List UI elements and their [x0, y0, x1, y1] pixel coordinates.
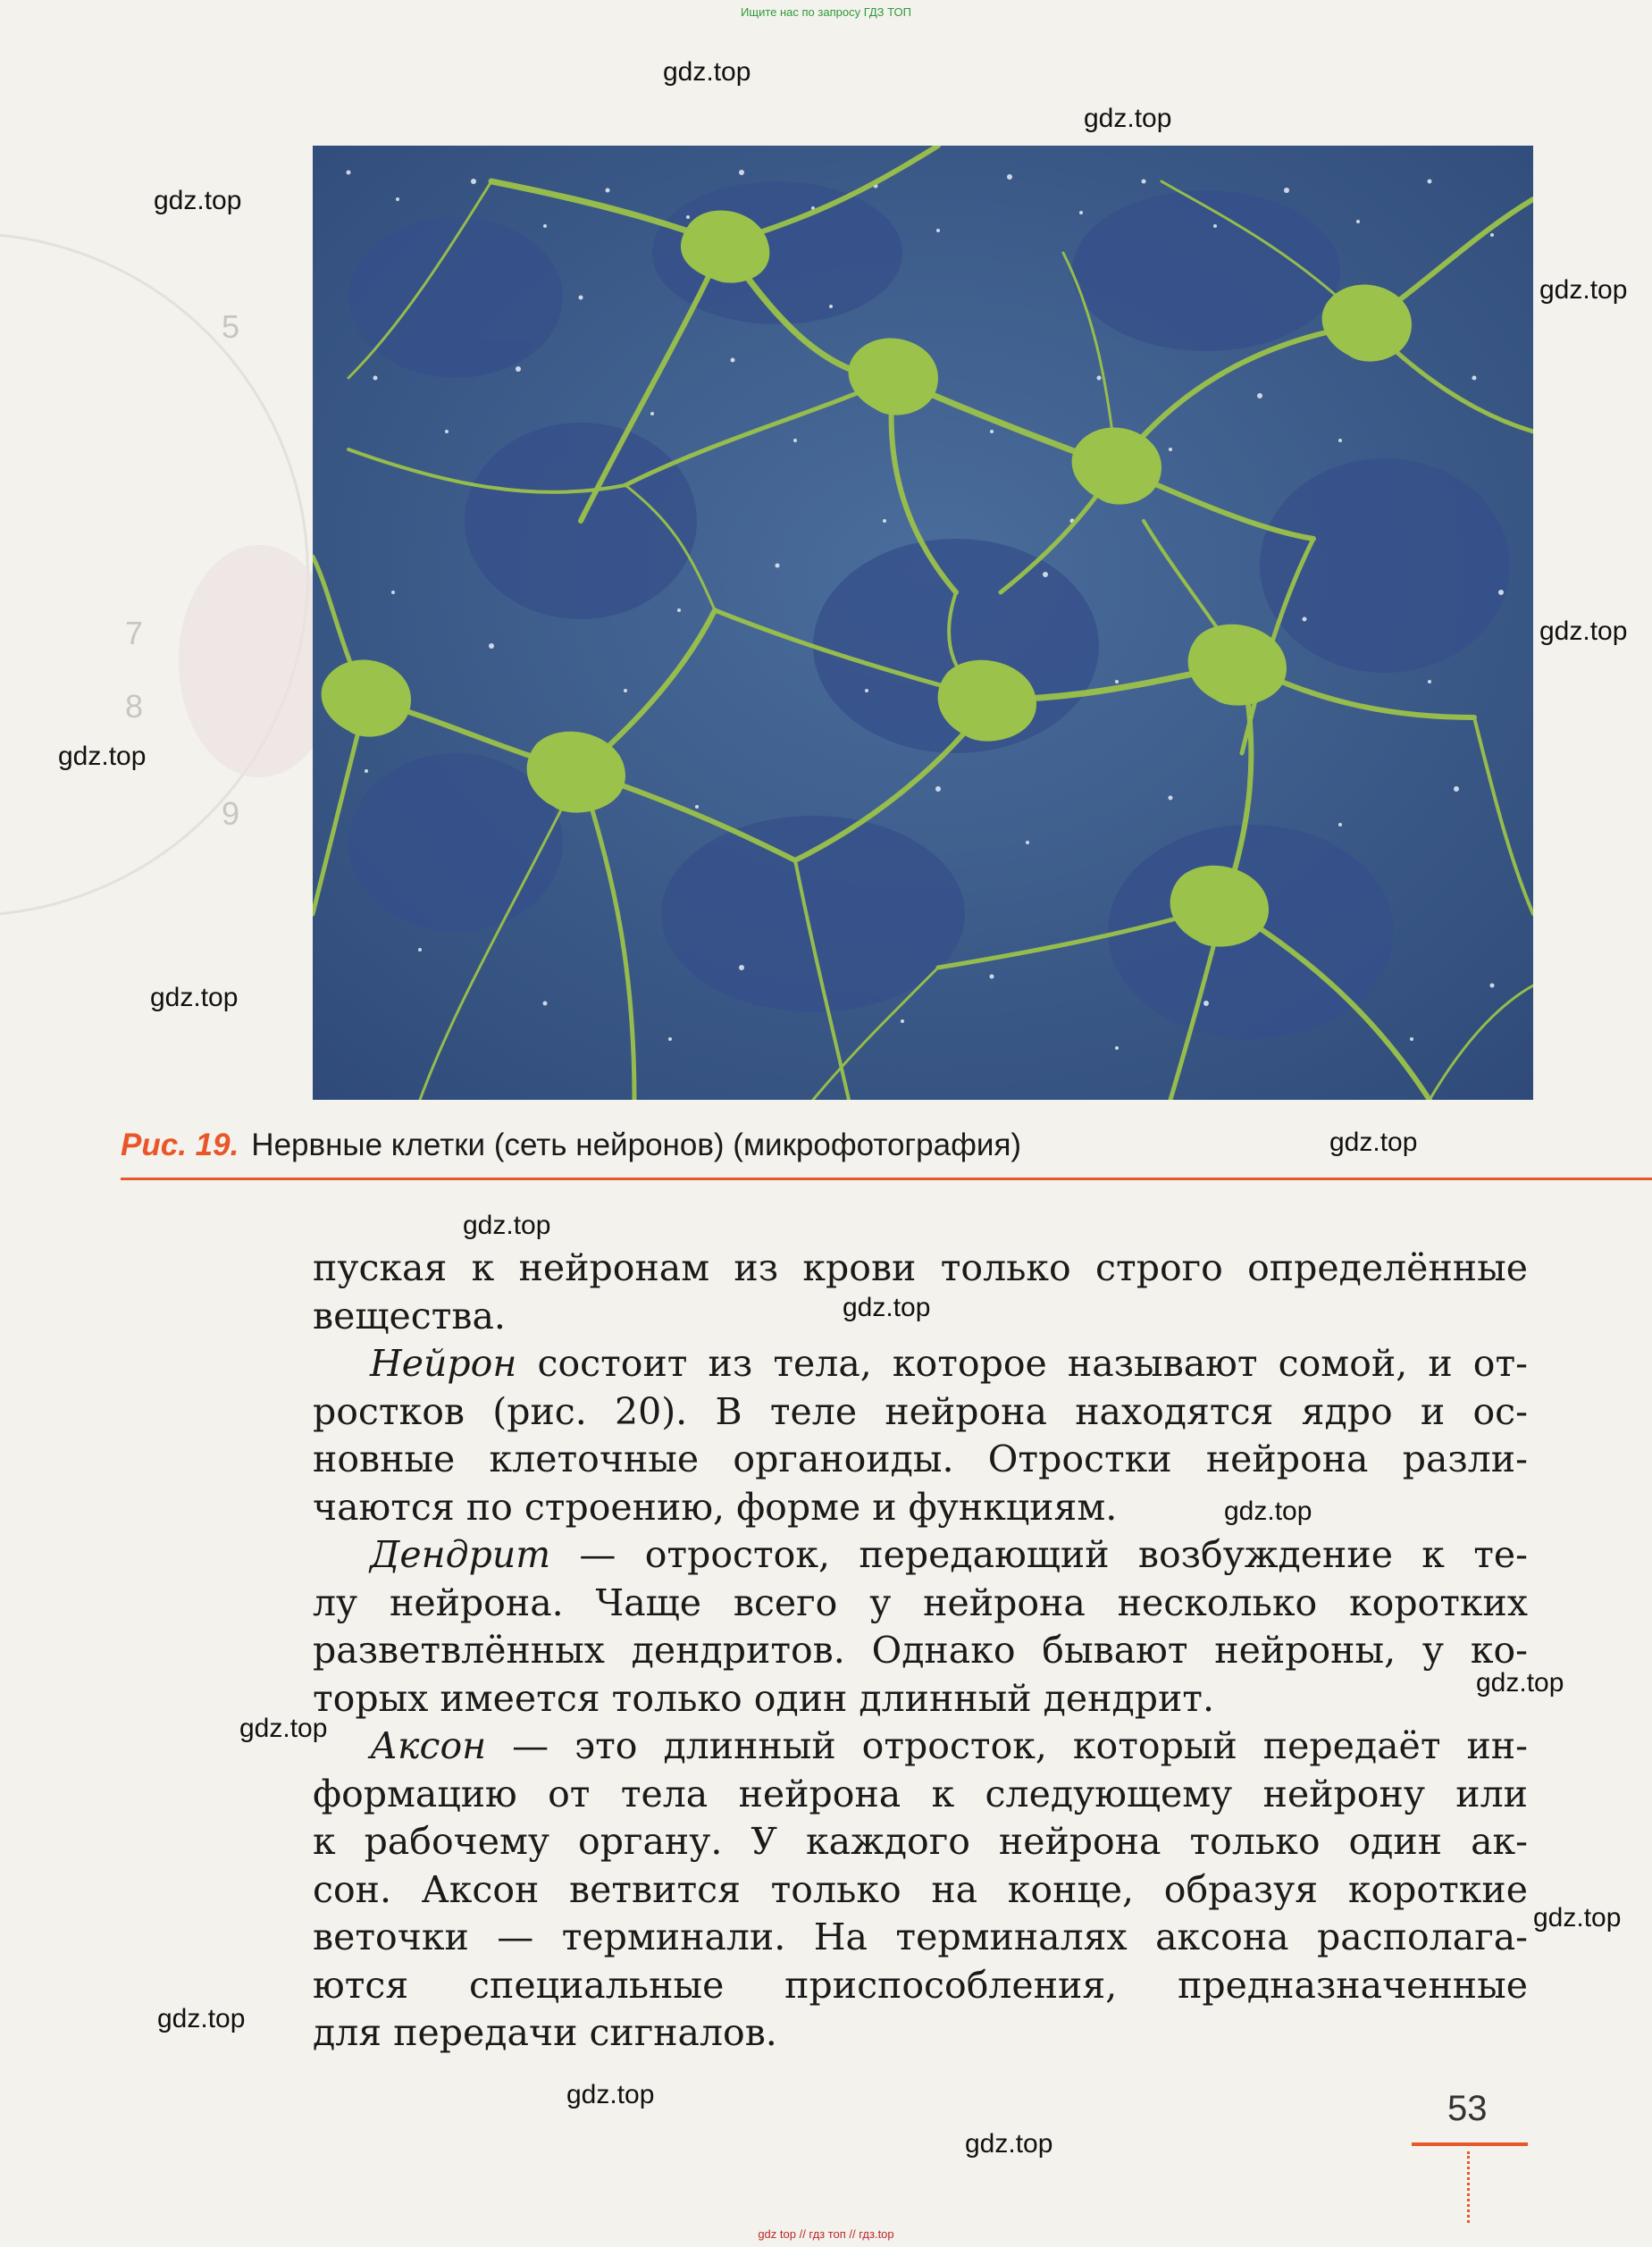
text-fragment: состоит из тела, которое называют сомой, и от- — [516, 1342, 1528, 1385]
text-line: вещества. — [313, 1294, 506, 1337]
page-number-rule — [1412, 2142, 1528, 2146]
neuron-micrograph — [313, 146, 1533, 1100]
watermark: gdz.top — [150, 983, 239, 1012]
background-number: 9 — [222, 795, 240, 832]
watermark: gdz.top — [1539, 275, 1628, 305]
watermark: gdz.top — [1476, 1668, 1564, 1698]
text-line: лу нейрона. Чаще всего у нейрона несколько коротких — [313, 1580, 1528, 1624]
watermark: gdz.top — [1539, 616, 1628, 646]
watermark: gdz.top — [663, 57, 751, 87]
watermark: gdz.top — [566, 2080, 655, 2109]
text-line: торых имеется только один длинный дендрит. — [313, 1676, 1215, 1720]
text-line: ростков (рис. 20). В теле нейрона находятся ядро и ос- — [313, 1389, 1528, 1433]
text-line: формацию от тела нейрона к следующему нейрону или — [313, 1772, 1528, 1815]
page-dotted-line — [1467, 2151, 1470, 2223]
figure-caption-text: Нервные клетки (сеть нейронов) (микрофотография) — [251, 1128, 1022, 1162]
figure-caption — [121, 1128, 1021, 1163]
watermark: gdz.top — [58, 742, 147, 771]
text-line: ются специальные приспособления, предназначенные — [313, 1963, 1528, 2007]
text-fragment: — это длинный отросток, который передаёт ин- — [486, 1724, 1528, 1767]
watermark: gdz.top — [843, 1293, 931, 1322]
watermark: gdz.top — [463, 1211, 551, 1240]
watermark: gdz.top — [1533, 1903, 1622, 1933]
watermark: gdz.top — [157, 2004, 246, 2033]
body-text — [313, 1245, 1528, 2058]
figure-label: Рис. 19. — [121, 1128, 239, 1162]
caption-divider — [121, 1178, 1652, 1180]
term-neuron: Нейрон — [370, 1342, 517, 1385]
text-fragment: — отросток, передающий возбуждение к те- — [550, 1533, 1528, 1576]
background-number: 7 — [125, 615, 144, 651]
background-number: 5 — [222, 308, 240, 345]
text-line: сон. Аксон ветвится только на конце, образуя короткие — [313, 1867, 1528, 1911]
watermark: gdz.top — [154, 186, 242, 215]
paragraph-first-line — [313, 1531, 1528, 1580]
footer-banner: gdz top // гдз топ // гдз.top — [758, 2227, 894, 2241]
text-line: к рабочему органу. У каждого нейрона только один ак- — [313, 1820, 1528, 1863]
text-line: для передачи сигналов. — [313, 2011, 777, 2054]
watermark: gdz.top — [1084, 104, 1172, 133]
paragraph-first-line — [313, 1723, 1528, 1771]
paragraph-first-line — [313, 1340, 1528, 1388]
top-banner: Ищите нас по запросу ГДЗ ТОП — [741, 5, 911, 19]
watermark: gdz.top — [965, 2129, 1053, 2159]
text-line: новные клеточные органоиды. Отростки нейрона разли- — [313, 1438, 1528, 1480]
term-dendrite: Дендрит — [370, 1533, 551, 1576]
watermark: gdz.top — [1329, 1128, 1418, 1157]
neuron-network-image — [313, 146, 1533, 1100]
watermark: gdz.top — [239, 1714, 328, 1743]
text-line: веточки — терминали. На терминалях аксона располага- — [313, 1916, 1528, 1958]
background-number: 8 — [125, 688, 144, 725]
term-axon: Аксон — [370, 1724, 487, 1767]
text-line: разветвлённых дендритов. Однако бывают нейроны, у ко- — [313, 1629, 1528, 1672]
page-number: 53 — [1447, 2089, 1488, 2128]
watermark: gdz.top — [1224, 1497, 1312, 1526]
text-line: чаются по строению, форме и функциям. — [313, 1485, 1118, 1529]
text-line: пуская к нейронам из крови только строго определённые — [313, 1246, 1528, 1289]
